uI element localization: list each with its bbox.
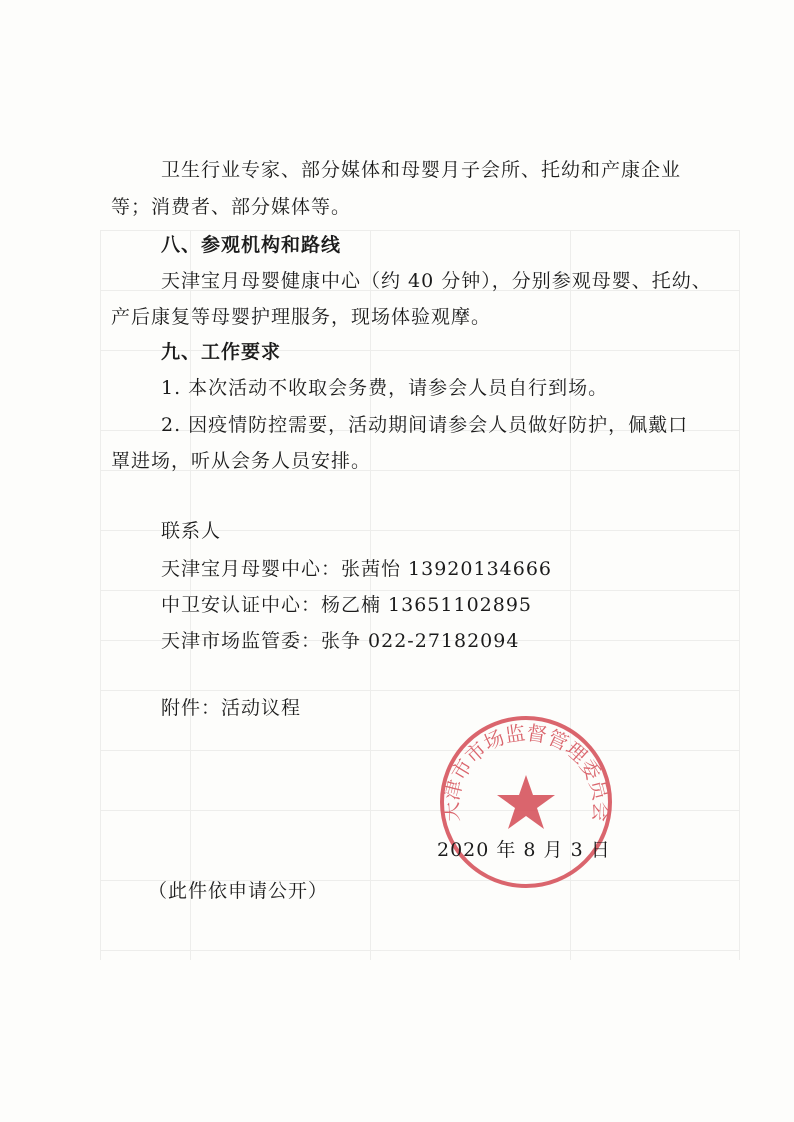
star-icon xyxy=(497,775,555,829)
issue-date: 2020 年 8 月 3 日 xyxy=(437,839,611,861)
disclosure-note: （此件依申请公开） xyxy=(148,880,329,902)
section9-heading: 九、工作要求 xyxy=(161,341,282,363)
requirement-2-line1: 2. 因疫情防控需要，活动期间请参会人员做好防护，佩戴口 xyxy=(161,414,689,436)
contact-item: 天津宝月母婴中心：张茜怡 13920134666 xyxy=(161,558,553,580)
para1-line2: 等；消费者、部分媒体等。 xyxy=(111,196,352,218)
official-seal xyxy=(436,712,616,892)
para2-line1: 天津宝月母婴健康中心（约 40 分钟），分别参观母婴、托幼、 xyxy=(161,270,712,292)
para1-line1: 卫生行业专家、部分媒体和母婴月子会所、托幼和产康企业 xyxy=(161,159,682,181)
contact-item: 中卫安认证中心：杨乙楠 13651102895 xyxy=(161,594,533,616)
contacts-title: 联系人 xyxy=(161,520,222,542)
para2-line2: 产后康复等母婴护理服务，现场体验观摩。 xyxy=(111,306,492,328)
section8-heading: 八、参观机构和路线 xyxy=(161,234,342,256)
seal-text: 天津市市场监督管理委员会 xyxy=(438,720,614,823)
contact-item: 天津市场监管委：张争 022-27182094 xyxy=(161,630,520,652)
requirement-2-line2: 罩进场，听从会务人员安排。 xyxy=(111,450,372,472)
attachment-line: 附件：活动议程 xyxy=(161,697,302,719)
requirement-1: 1. 本次活动不收取会务费，请参会人员自行到场。 xyxy=(161,377,609,399)
